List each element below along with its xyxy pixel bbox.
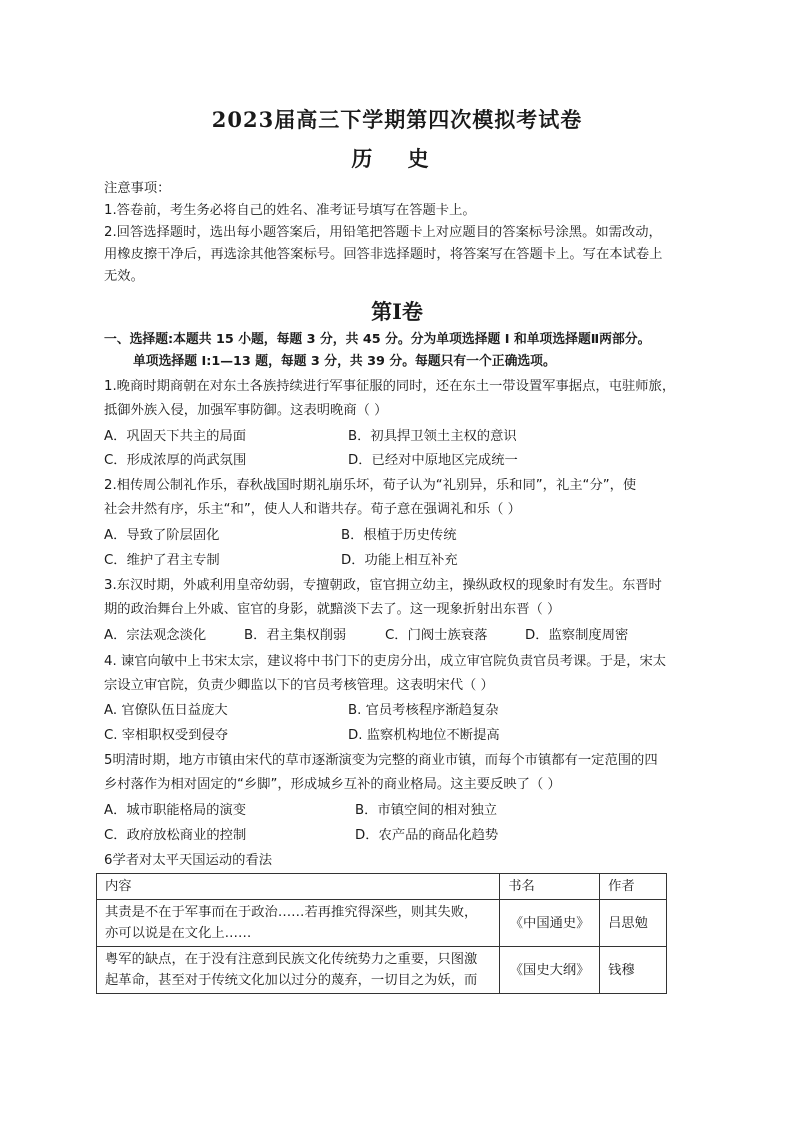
q1-option-b: B．初具捍卫领土主权的意识 — [348, 429, 517, 444]
q3-stem-line-2: 期的政治舞台上外戚、宦官的身影，就黯淡下去了。这一现象折射出东晋（ ） — [104, 602, 561, 617]
table-cell-book: 《中国通史》 — [500, 900, 600, 947]
q5-option-d: D．农产品的商品化趋势 — [355, 828, 499, 843]
section-instruction-1: 一、选择题:本题共 15 小题，每题 3 分，共 45 分。分为单项选择题 I 和单项选择题Ⅱ两部分。 — [104, 332, 651, 347]
q4-option-c: C. 宰相职权受到侵夺 — [104, 728, 229, 743]
table-header-row — [97, 874, 667, 900]
q5-option-b: B．市镇空间的相对独立 — [355, 803, 498, 818]
q3-option-d: D．监察制度周密 — [525, 628, 629, 643]
notice-item-2-line-3: 无效。 — [104, 269, 144, 284]
q5-option-c: C．政府放松商业的控制 — [104, 828, 247, 843]
subject-title: 历 史 — [351, 146, 443, 171]
table-cell-content-line-1: 粤军的缺点，在于没有注意到民族文化传统势力之重要，只图激 — [105, 952, 478, 967]
exam-title: 2023届高三下学期第四次模拟考试卷 — [211, 107, 583, 132]
q4-stem-line-1: 4. 谏官向敏中上书宋太宗，建议将中书门下的吏房分出，成立审官院负责官员考课。于是，宋太 — [104, 654, 667, 669]
notice-item-2-line-1: 2.回答选择题时，选出每小题答案后，用铅笔把答题卡上对应题目的答案标号涂黑。如需改动， — [104, 225, 662, 240]
table-row — [97, 900, 667, 947]
notice-item-1: 1.答卷前，考生务必将自己的姓名、准考证号填写在答题卡上。 — [104, 203, 476, 218]
table-row — [97, 947, 667, 994]
q5-stem-line-1: 5明清时期，地方市镇由宋代的草市逐渐演变为完整的商业市镇，而每个市镇都有一定范围的四 — [104, 753, 658, 768]
q1-stem-line-2: 抵御外族入侵，加强军事防御。这表明晚商（ ） — [104, 403, 388, 418]
q1-option-a: A．巩固天下共主的局面 — [104, 429, 247, 444]
q2-stem-line-2: 社会井然有序，乐主“和”，使人人和谐共存。荀子意在强调礼和乐（ ） — [104, 502, 521, 517]
table-cell-content-line-1: 其责是不在于军事而在于政治……若再推究得深些，则其失败， — [105, 905, 478, 920]
q2-option-a: A．导致了阶层固化 — [104, 528, 220, 543]
q1-stem-line-1: 1.晚商时期商朝在对东土各族持续进行军事征服的同时，还在东土一带设置军事据点，屯驻师旅， — [104, 379, 676, 394]
q2-stem-line-1: 2.相传周公制礼作乐，春秋战国时期礼崩乐坏，荀子认为“礼别异，乐和同”，礼主“分”，使 — [104, 478, 637, 493]
table-cell-content — [97, 900, 500, 947]
table-cell-content — [97, 947, 500, 994]
q3-option-c: C．门阀士族衰落 — [385, 628, 488, 643]
q1-option-c: C．形成浓厚的尚武氛围 — [104, 453, 247, 468]
notice-item-2-line-2: 用橡皮擦干净后，再选涂其他答案标号。回答非选择题时，将答案写在答题卡上。写在本试卷上 — [104, 247, 663, 262]
table-cell-author: 吕思勉 — [600, 900, 667, 947]
q3-option-b: B．君主集权削弱 — [244, 628, 347, 643]
q4-option-b: B. 官员考核程序渐趋复杂 — [348, 703, 499, 718]
table-cell-book: 《国史大纲》 — [500, 947, 600, 994]
q2-option-b: B．根植于历史传统 — [341, 528, 457, 543]
q4-option-d: D. 监察机构地位不断提高 — [348, 728, 500, 743]
table-cell-content-line-2: 起革命，甚至对于传统文化加以过分的蔑弃，一切目之为妖，而 — [105, 973, 478, 988]
q2-option-c: C．维护了君主专制 — [104, 553, 220, 568]
table-header-author: 作者 — [600, 874, 667, 900]
q3-option-a: A．宗法观念淡化 — [104, 628, 207, 643]
q2-option-d: D．功能上相互补充 — [341, 553, 458, 568]
q6-stem: 6学者对太平天国运动的看法 — [104, 853, 273, 868]
section-instruction-2: 单项选择题 I:1—13 题，每题 3 分，共 39 分。每题只有一个正确选项。 — [133, 354, 556, 369]
table-header-book: 书名 — [500, 874, 600, 900]
table-cell-content-line-2: 亦可以说是在文化上…… — [105, 926, 252, 941]
q4-stem-line-2: 宗设立审官院，负责少卿监以下的官员考核管理。这表明宋代（ ） — [104, 678, 494, 693]
q5-stem-line-2: 乡村落作为相对固定的“乡脚”，形成城乡互补的商业格局。这主要反映了（ ） — [104, 777, 561, 792]
table-header-content: 内容 — [97, 874, 500, 900]
notice-heading: 注意事项： — [104, 181, 171, 196]
q1-option-d: D．已经对中原地区完成统一 — [348, 453, 518, 468]
q6-table — [96, 873, 667, 994]
q3-stem-line-1: 3.东汉时期，外戚利用皇帝幼弱，专擅朝政，宦官拥立幼主，操纵政权的现象时有发生。东晋时 — [104, 578, 662, 593]
q5-option-a: A．城市职能格局的演变 — [104, 803, 247, 818]
table-cell-author: 钱穆 — [600, 947, 667, 994]
section-title: 第Ⅰ卷 — [371, 299, 423, 324]
q4-option-a: A. 官僚队伍日益庞大 — [104, 703, 228, 718]
